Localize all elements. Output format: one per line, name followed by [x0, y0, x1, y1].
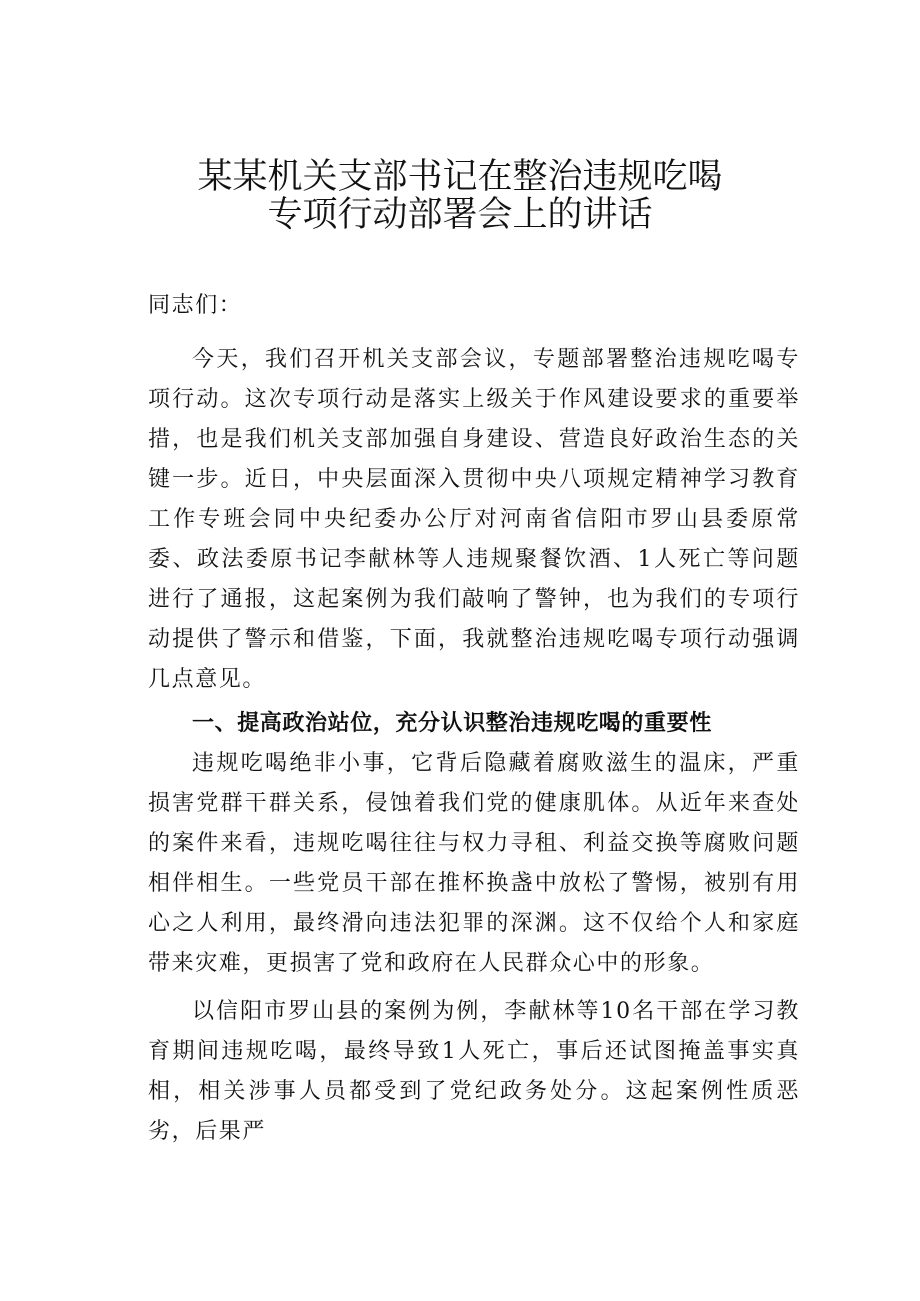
paragraph-case-example: 以信阳市罗山县的案例为例，李献林等10名干部在学习教育期间违规吃喝，最终导致1人死亡，事后还试图掩盖事实真相，相关涉事人员都受到了党纪政务处分。这起案例性质恶劣，后果严 [148, 999, 800, 1144]
paragraph-intro: 今天，我们召开机关支部会议，专题部署整治违规吃喝专项行动。这次专项行动是落实上级关于作风建设要求的重要举措，也是我们机关支部加强自身建设、营造良好政治生态的关键一步。近日，中央层面深入贯彻中央八项规定精神学习教育工作专班会同中央纪委办公厅对河南省信阳市罗山县委原常委、政法委原书记李献林等人违规聚餐饮酒、1人死亡等问题进行了通报，这起案例为我们敲响了警钟，也为我们的专项行动提供了警示和借鉴，下面，我就整治违规吃喝专项行动强调几点意见。 [148, 347, 800, 692]
section-heading-1: 一、提高政治站位，充分认识整治违规吃喝的重要性 [192, 711, 712, 736]
salutation: 同志们： [148, 293, 243, 318]
paragraph-section-1: 违规吃喝绝非小事，它背后隐藏着腐败滋生的温床，严重损害党群干群关系，侵蚀着我们党的健康肌体。从近年来查处的案件来看，违规吃喝往往与权力寻租、利益交换等腐败问题相伴相生。一些党员干部在推杯换盏中放松了警惕，被别有用心之人利用，最终滑向违法犯罪的深渊。这不仅给个人和家庭带来灾难，更损害了党和政府在人民群众心中的形象。 [148, 751, 800, 976]
document-body [148, 286, 800, 1152]
document-title [140, 158, 780, 234]
title-line-2: 专项行动部署会上的讲话 [267, 195, 653, 235]
title-line-1: 某某机关支部书记在整治违规吃喝 [197, 157, 723, 197]
